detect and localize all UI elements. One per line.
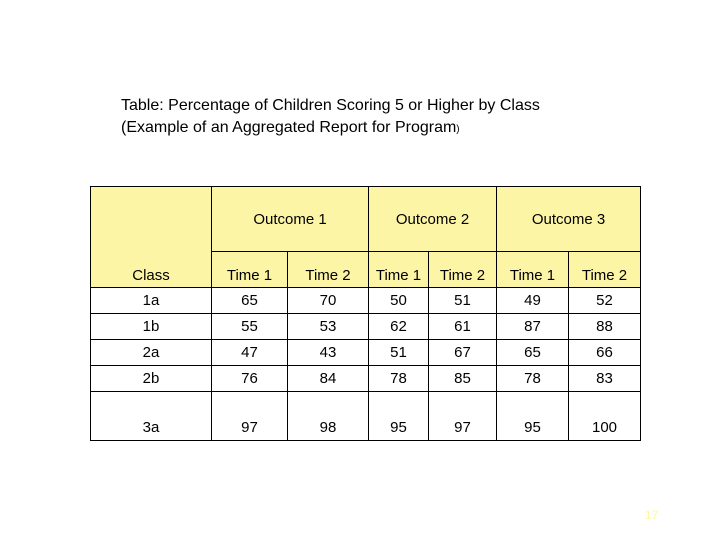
value-cell: 70 [288, 288, 369, 314]
value-cell: 76 [212, 366, 288, 392]
outcome-header-2: Outcome 2 [369, 187, 497, 252]
value-cell: 78 [369, 366, 429, 392]
value-cell: 49 [497, 288, 569, 314]
value-cell: 51 [369, 340, 429, 366]
table-title [121, 95, 641, 141]
outcome-header-1: Outcome 1 [212, 187, 369, 252]
value-cell: 84 [288, 366, 369, 392]
value-cell: 65 [212, 288, 288, 314]
table-row [91, 288, 641, 314]
value-cell: 87 [497, 314, 569, 340]
value-cell: 61 [429, 314, 497, 340]
value-cell: 50 [369, 288, 429, 314]
value-cell: 95 [497, 392, 569, 441]
value-cell: 100 [569, 392, 641, 441]
table-row [91, 392, 641, 441]
title-line-2-paren: ) [456, 124, 460, 135]
table-row [91, 314, 641, 340]
table-row [91, 366, 641, 392]
value-cell: 97 [429, 392, 497, 441]
class-cell: 2b [91, 366, 212, 392]
value-cell: 62 [369, 314, 429, 340]
class-cell: 1b [91, 314, 212, 340]
value-cell: 85 [429, 366, 497, 392]
table-row [91, 340, 641, 366]
value-cell: 98 [288, 392, 369, 441]
value-cell: 66 [569, 340, 641, 366]
value-cell: 43 [288, 340, 369, 366]
outcome-header-row [91, 187, 641, 252]
time-header: Time 1 [497, 252, 569, 288]
class-header: Class [132, 267, 170, 284]
time-header: Time 2 [288, 252, 369, 288]
time-header: Time 2 [569, 252, 641, 288]
outcome-header-3: Outcome 3 [497, 187, 641, 252]
time-header: Time 1 [212, 252, 288, 288]
value-cell: 67 [429, 340, 497, 366]
value-cell: 65 [497, 340, 569, 366]
title-line-2-text: (Example of an Aggregated Report for Program [121, 119, 457, 136]
value-cell: 53 [288, 314, 369, 340]
value-cell: 47 [212, 340, 288, 366]
title-line-1: Table: Percentage of Children Scoring 5 or Higher by Class [121, 97, 540, 114]
value-cell: 78 [497, 366, 569, 392]
value-cell: 95 [369, 392, 429, 441]
class-cell: 3a [91, 392, 212, 441]
value-cell: 88 [569, 314, 641, 340]
title-line-2 [121, 117, 641, 141]
value-cell: 83 [569, 366, 641, 392]
class-cell: 1a [91, 288, 212, 314]
class-header-cell [91, 187, 212, 288]
time-header: Time 2 [429, 252, 497, 288]
page-number: 17 [645, 508, 659, 522]
value-cell: 55 [212, 314, 288, 340]
value-cell: 52 [569, 288, 641, 314]
scores-table [90, 186, 641, 441]
class-cell: 2a [91, 340, 212, 366]
value-cell: 51 [429, 288, 497, 314]
time-header: Time 1 [369, 252, 429, 288]
value-cell: 97 [212, 392, 288, 441]
